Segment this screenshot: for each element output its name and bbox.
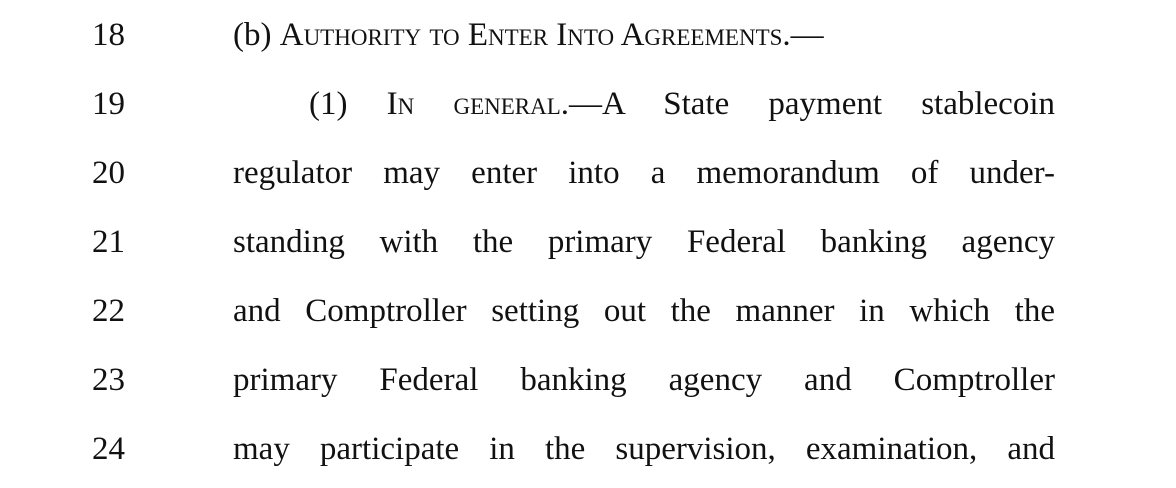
subsection-label: (b) xyxy=(233,16,280,53)
line-number: 20 xyxy=(92,154,125,191)
text-line-19 xyxy=(0,69,1176,138)
paragraph-label: (1) xyxy=(309,85,387,122)
subsection-heading: Authority to Enter Into Agreements.— xyxy=(279,16,824,53)
text-line-24 xyxy=(0,414,1176,483)
text-line-20 xyxy=(0,138,1176,207)
body-text: and Comptroller setting out the manner in which the xyxy=(233,292,1055,329)
text-line-23 xyxy=(0,345,1176,414)
paragraph-heading-line xyxy=(309,84,1055,124)
body-text: standing with the primary Federal banking agency xyxy=(233,223,1055,260)
paragraph-heading: In general. xyxy=(386,85,570,122)
line-number: 21 xyxy=(92,223,125,260)
body-text: regulator may enter into a memorandum of under- xyxy=(233,154,1055,191)
subsection-heading-line xyxy=(233,15,1055,55)
text-line-22 xyxy=(0,276,1176,345)
line-number: 19 xyxy=(92,85,125,122)
text-line-21 xyxy=(0,207,1176,276)
body-text: primary Federal banking agency and Comptroller xyxy=(233,361,1055,398)
body-text: may participate in the supervision, examination, and xyxy=(233,430,1055,467)
line-number: 23 xyxy=(92,361,125,398)
paragraph-text: —A State payment stablecoin xyxy=(569,85,1055,122)
line-number: 22 xyxy=(92,292,125,329)
text-line-18 xyxy=(0,0,1176,69)
line-number: 24 xyxy=(92,430,125,467)
line-number: 18 xyxy=(92,16,125,53)
